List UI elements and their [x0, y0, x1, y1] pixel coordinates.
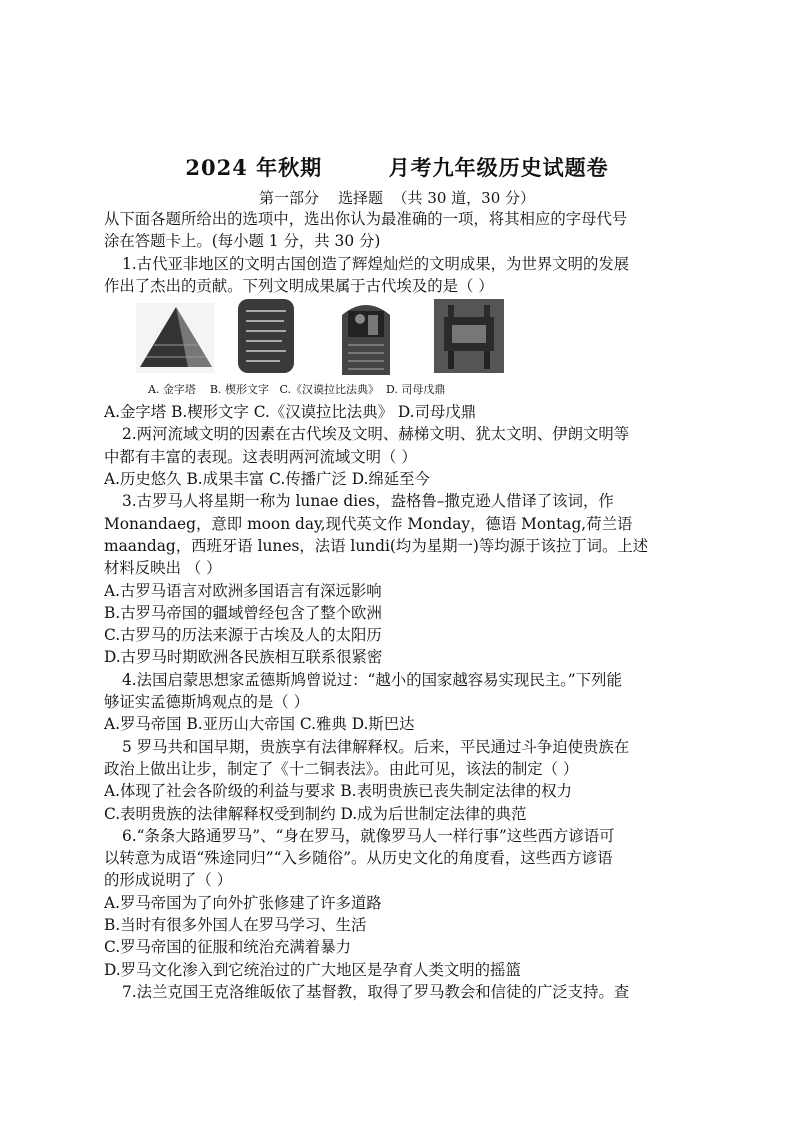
question-5-option: A.体现了社会各阶级的利益与要求 B.表明贵族已丧失制定法律的权力	[104, 782, 573, 801]
figure-caption: A. 金字塔 B. 楔形文字 C.《汉谟拉比法典》 D. 司母戊鼎	[148, 383, 446, 397]
question-3-stem: maandag，西班牙语 lunes，法语 lundi(均为星期一)等均源于该拉丁词。上述	[104, 536, 649, 555]
question-2-options: A.历史悠久 B.成果丰富 C.传播广泛 D.绵延至今	[104, 470, 430, 489]
simuwu-ding-image	[434, 299, 504, 373]
question-5-option: C.表明贵族的法律解释权受到制约 D.成为后世制定法律的典范	[104, 804, 527, 823]
question-6-option: D.罗马文化渗入到它统治过的广大地区是孕育人类文明的摇篮	[104, 960, 521, 979]
question-4-options: A.罗马帝国 B.亚历山大帝国 C.雅典 D.斯巴达	[104, 715, 415, 734]
cuneiform-tablet-image	[234, 297, 298, 375]
question-5-stem: 政治上做出让步，制定了《十二铜表法》。由此可见，该法的制定（ ）	[104, 759, 579, 778]
instructions-line: 从下面各题所给出的选项中，选出你认为最准确的一项，将其相应的字母代号	[104, 210, 628, 228]
question-1-stem: 作出了杰出的贡献。下列文明成果属于古代埃及的是（ ）	[104, 276, 494, 295]
question-2-stem: 中都有丰富的表现。这表明两河流域文明（ ）	[104, 447, 417, 466]
pyramid-image	[136, 303, 214, 373]
question-1-stem: 1.古代亚非地区的文明古国创造了辉煌灿烂的文明成果，为世界文明的发展	[122, 254, 630, 273]
question-3-option: A.古罗马语言对欧洲多国语言有深远影响	[104, 581, 382, 600]
question-3-option: C.古罗马的历法来源于古埃及人的太阳历	[104, 626, 382, 645]
question-6-stem: 6.“条条大路通罗马”、“身在罗马，就像罗马人一样行事”这些西方谚语可	[122, 826, 615, 845]
question-5-stem: 5 罗马共和国早期，贵族享有法律解释权。后来，平民通过斗争迫使贵族在	[122, 737, 630, 756]
question-3-stem: 材料反映出 （ ）	[104, 559, 222, 578]
question-6-stem: 以转意为成语“殊途同归”“入乡随俗”。从历史文化的角度看，这些西方谚语	[104, 849, 613, 868]
question-1-options: A.金字塔 B.楔形文字 C.《汉谟拉比法典》 D.司母戊鼎	[104, 403, 477, 422]
question-3-stem: Monandaeg，意即 moon day,现代英文作 Monday，德语 Montag,荷兰语	[104, 514, 633, 533]
hammurabi-code-stele-image	[336, 297, 396, 377]
question-4-stem: 够证实孟德斯鸠观点的是（ ）	[104, 693, 309, 712]
question-6-option: A.罗马帝国为了向外扩张修建了许多道路	[104, 893, 382, 912]
exam-title: 2024 年秋期 月考九年级历史试题卷	[185, 155, 609, 180]
question-3-option: D.古罗马时期欧洲各民族相互联系很紧密	[104, 648, 383, 667]
question-6-stem: 的形成说明了（ ）	[104, 871, 233, 890]
question-6-option: B.当时有很多外国人在罗马学习、生活	[104, 916, 367, 935]
question-6-option: C.罗马帝国的征服和统治充满着暴力	[104, 938, 351, 957]
question-3-option: B.古罗马帝国的疆域曾经包含了整个欧洲	[104, 603, 382, 622]
question-7-stem: 7.法兰克国王克洛维皈依了基督教，取得了罗马教会和信徒的广泛支持。查	[122, 982, 630, 1001]
question-3-stem: 3.古罗马人将星期一称为 lunae dies，盎格鲁–撒克逊人借译了该词，作	[122, 492, 614, 511]
question-4-stem: 4.法国启蒙思想家孟德斯鸠曾说过：“越小的国家越容易实现民主。”下列能	[122, 670, 622, 689]
question-1-figure	[104, 297, 696, 401]
question-2-stem: 2.两河流域文明的因素在古代埃及文明、赫梯文明、犹太文明、伊朗文明等	[122, 425, 630, 444]
exam-content	[104, 208, 696, 1003]
section-heading: 第一部分 选择题 （共 30 道，30 分）	[258, 189, 536, 207]
instructions-line: 涂在答题卡上。(每小题 1 分，共 30 分)	[104, 232, 381, 251]
